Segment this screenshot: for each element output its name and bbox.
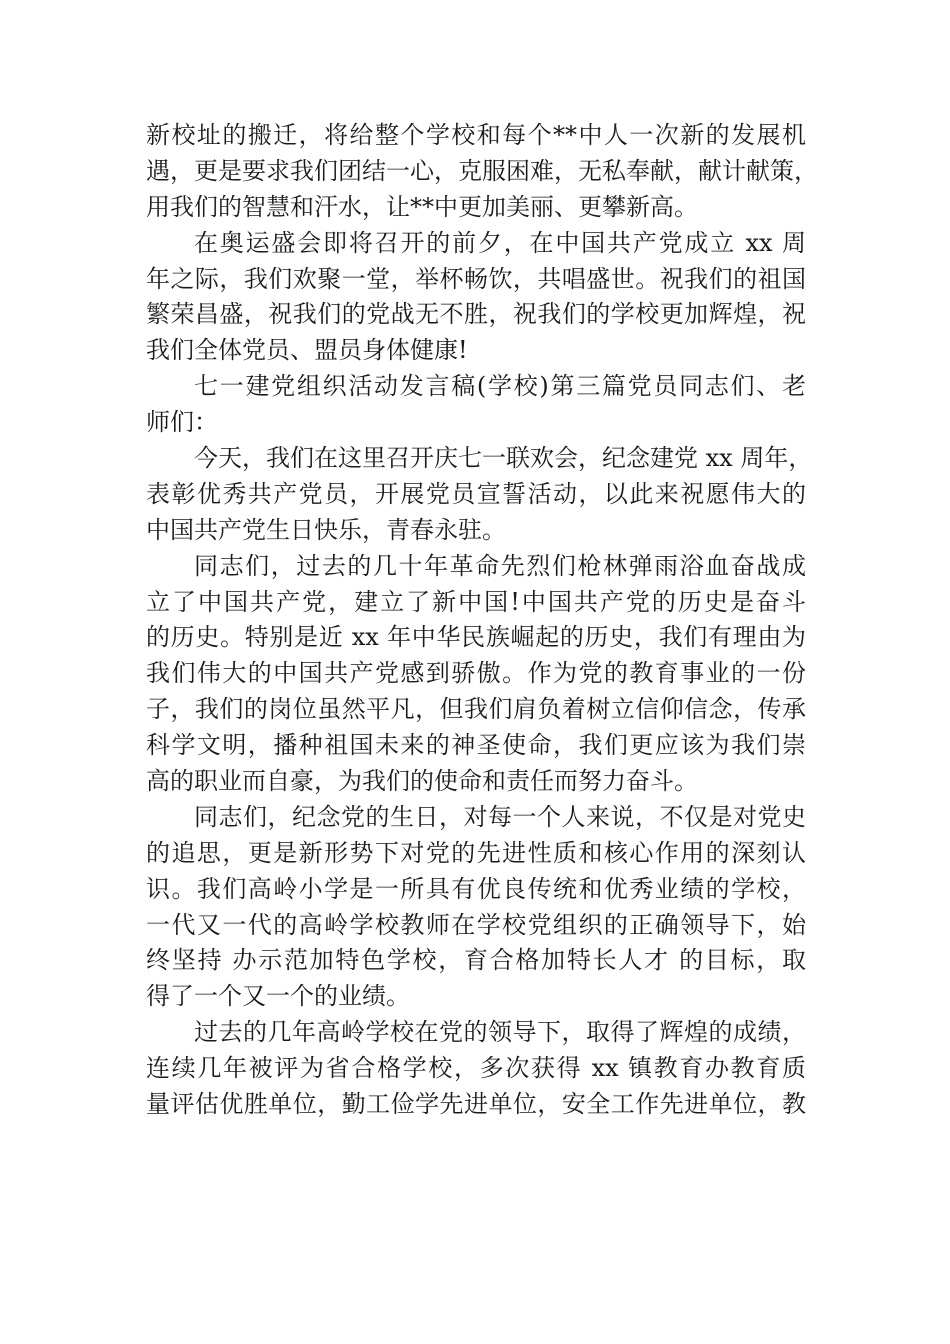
- text-line: 同志们，纪念党的生日，对每一个人来说，不仅是对党史: [194, 802, 806, 831]
- text-line: 科学文明，播种祖国未来的神圣使命，我们更应该为我们崇: [146, 731, 806, 760]
- text-line: 的追思，更是新形势下对党的先进性质和核心作用的深刻认: [146, 838, 806, 867]
- text-line: 遇，更是要求我们团结一心，克服困难，无私奉献，献计献策，: [146, 156, 818, 185]
- text-line: 新校址的搬迁，将给整个学校和每个**中人一次新的发展机: [146, 121, 806, 149]
- text-line: 繁荣昌盛，祝我们的党战无不胜，祝我们的学校更加辉煌，祝: [146, 300, 806, 329]
- text-line: 年之际，我们欢聚一堂，举杯畅饮，共唱盛世。祝我们的祖国: [146, 264, 806, 293]
- text-line: 得了一个又一个的业绩。: [146, 982, 410, 1011]
- text-line: 子，我们的岗位虽然平凡，但我们肩负着树立信仰信念，传承: [146, 695, 806, 724]
- text-line: 一代又一代的高岭学校教师在学校党组织的正确领导下，始: [146, 910, 806, 939]
- paragraph-1: [146, 118, 818, 226]
- text-line: 我们伟大的中国共产党感到骄傲。作为党的教育事业的一份: [146, 659, 806, 688]
- text-line: 今天，我们在这里召开庆七一联欢会，纪念建党 xx 周年，: [194, 444, 813, 473]
- document-body: [146, 118, 818, 1123]
- paragraph-4: [146, 441, 813, 549]
- text-line: 过去的几年高岭学校在党的领导下，取得了辉煌的成绩，: [194, 1018, 806, 1047]
- text-line: 终坚持 办示范加特色学校，育合格加特长人才 的目标，取: [146, 946, 806, 975]
- paragraph-2: [146, 226, 806, 370]
- text-line: 高的职业而自豪，为我们的使命和责任而努力奋斗。: [146, 767, 698, 796]
- text-line: 立了中国共产党，建立了新中国!中国共产党的历史是奋斗: [146, 587, 806, 616]
- text-line: 用我们的智慧和汗水，让**中更加美丽、更攀新高。: [146, 192, 698, 221]
- text-line: 我们全体党员、盟员身体健康!: [146, 336, 468, 365]
- paragraph-6: [146, 800, 806, 1015]
- paragraph-5: [146, 549, 806, 800]
- paragraph-3: [146, 369, 806, 441]
- text-line: 在奥运盛会即将召开的前夕，在中国共产党成立 xx 周: [194, 228, 806, 257]
- text-line: 七一建党组织活动发言稿(学校)第三篇党员同志们、老: [194, 372, 806, 401]
- text-line: 识。我们高岭小学是一所具有优良传统和优秀业绩的学校，: [146, 874, 806, 903]
- text-line: 同志们，过去的几十年革命先烈们枪林弹雨浴血奋战成: [194, 551, 806, 580]
- paragraph-7: [146, 1015, 806, 1123]
- text-line: 表彰优秀共产党员，开展党员宣誓活动，以此来祝愿伟大的: [146, 479, 806, 508]
- text-line: 量评估优胜单位，勤工俭学先进单位，安全工作先进单位，教: [146, 1090, 806, 1119]
- text-line: 中国共产党生日快乐，青春永驻。: [146, 515, 506, 544]
- text-line: 的历史。特别是近 xx 年中华民族崛起的历史，我们有理由为: [146, 623, 806, 652]
- text-line: 师们：: [146, 408, 218, 437]
- text-line: 连续几年被评为省合格学校，多次获得 xx 镇教育办教育质: [146, 1054, 806, 1083]
